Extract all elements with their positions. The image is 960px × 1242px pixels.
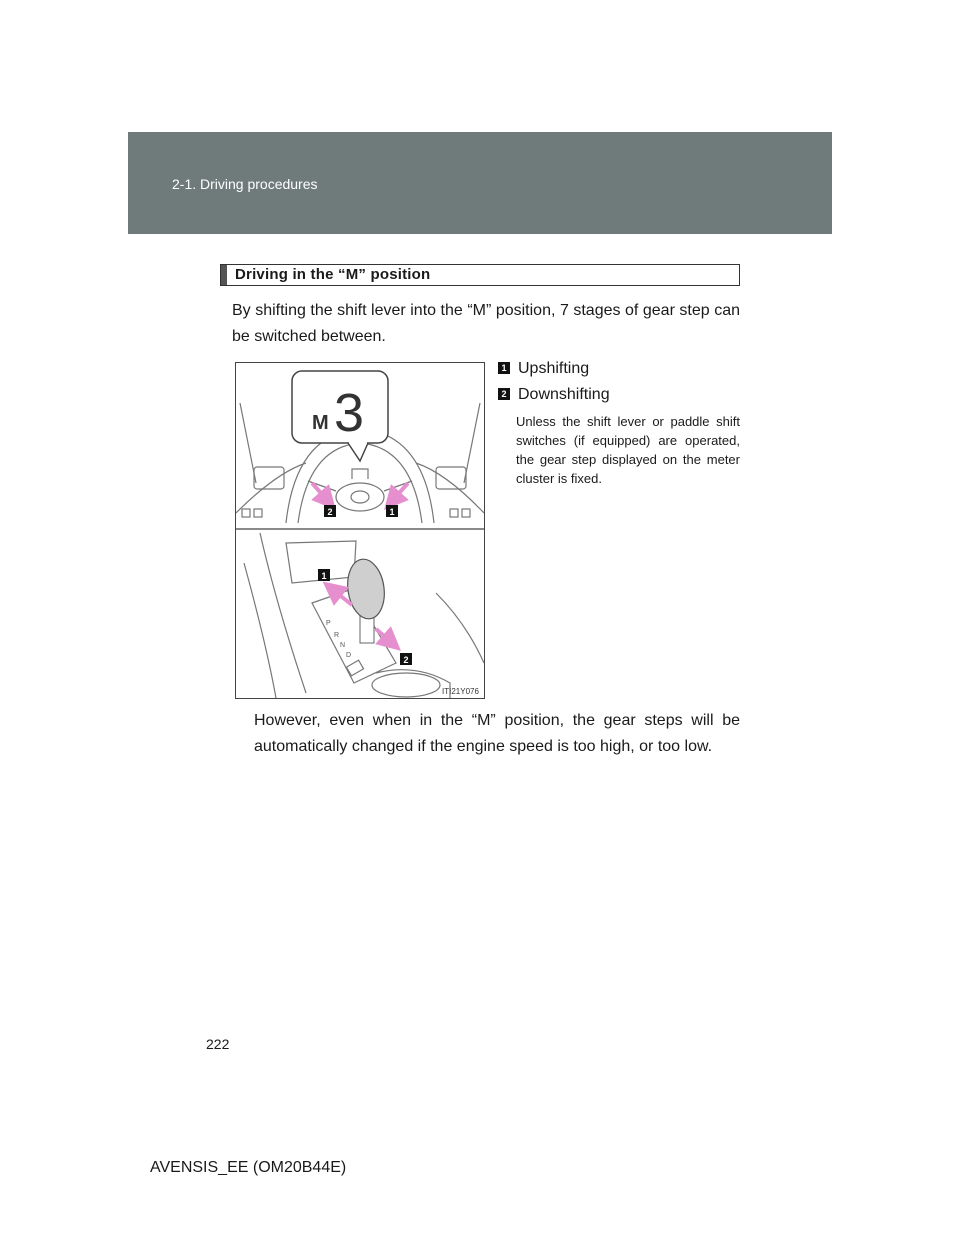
svg-text:D: D	[346, 652, 352, 659]
shift-knob	[344, 557, 388, 643]
legend-label-upshifting: Upshifting	[518, 360, 590, 377]
heading-bar	[221, 265, 227, 285]
svg-text:1: 1	[389, 507, 395, 517]
svg-text:2: 2	[327, 507, 333, 517]
svg-text:R: R	[334, 632, 340, 639]
legend-downshifting	[498, 386, 610, 404]
svg-text:1: 1	[321, 571, 327, 581]
marker-2-top	[324, 505, 336, 517]
chapter-breadcrumb: 2-1. Driving procedures	[172, 176, 318, 192]
marker-1-bottom	[318, 569, 330, 581]
legend-label-downshifting: Downshifting	[518, 386, 610, 403]
legend-badge-1: 1	[498, 362, 510, 374]
shift-illustration	[235, 362, 485, 699]
downshift-lever-arrow	[376, 629, 392, 643]
svg-text:2: 2	[403, 655, 409, 665]
display-gear-number: 3	[334, 383, 365, 443]
marker-1-top	[386, 505, 398, 517]
section-heading-box	[220, 264, 740, 286]
intro-paragraph: By shifting the shift lever into the “M” position, 7 stages of gear step can be switched between.	[232, 302, 740, 345]
document-code: AVENSIS_EE (OM20B44E)	[150, 1159, 347, 1176]
display-mode-letter: M	[312, 412, 329, 434]
marker-2-bottom	[400, 653, 412, 665]
legend-upshifting	[498, 360, 589, 378]
note-paragraph: Unless the shift lever or paddle shift switches (if equipped) are operated, the gear step displayed on the meter cluster is fixed.	[516, 414, 740, 486]
svg-text:N: N	[340, 642, 346, 649]
image-code: ITI21Y076	[442, 687, 479, 696]
section-title: Driving in the “M” position	[235, 266, 431, 283]
svg-text:P: P	[326, 620, 331, 627]
page-number: 222	[206, 1036, 230, 1052]
closing-paragraph: However, even when in the “M” position, the gear steps will be automatically changed if the engine speed is too high, or too low.	[254, 712, 740, 755]
illustration-svg	[236, 363, 484, 698]
legend-badge-2: 2	[498, 388, 510, 400]
